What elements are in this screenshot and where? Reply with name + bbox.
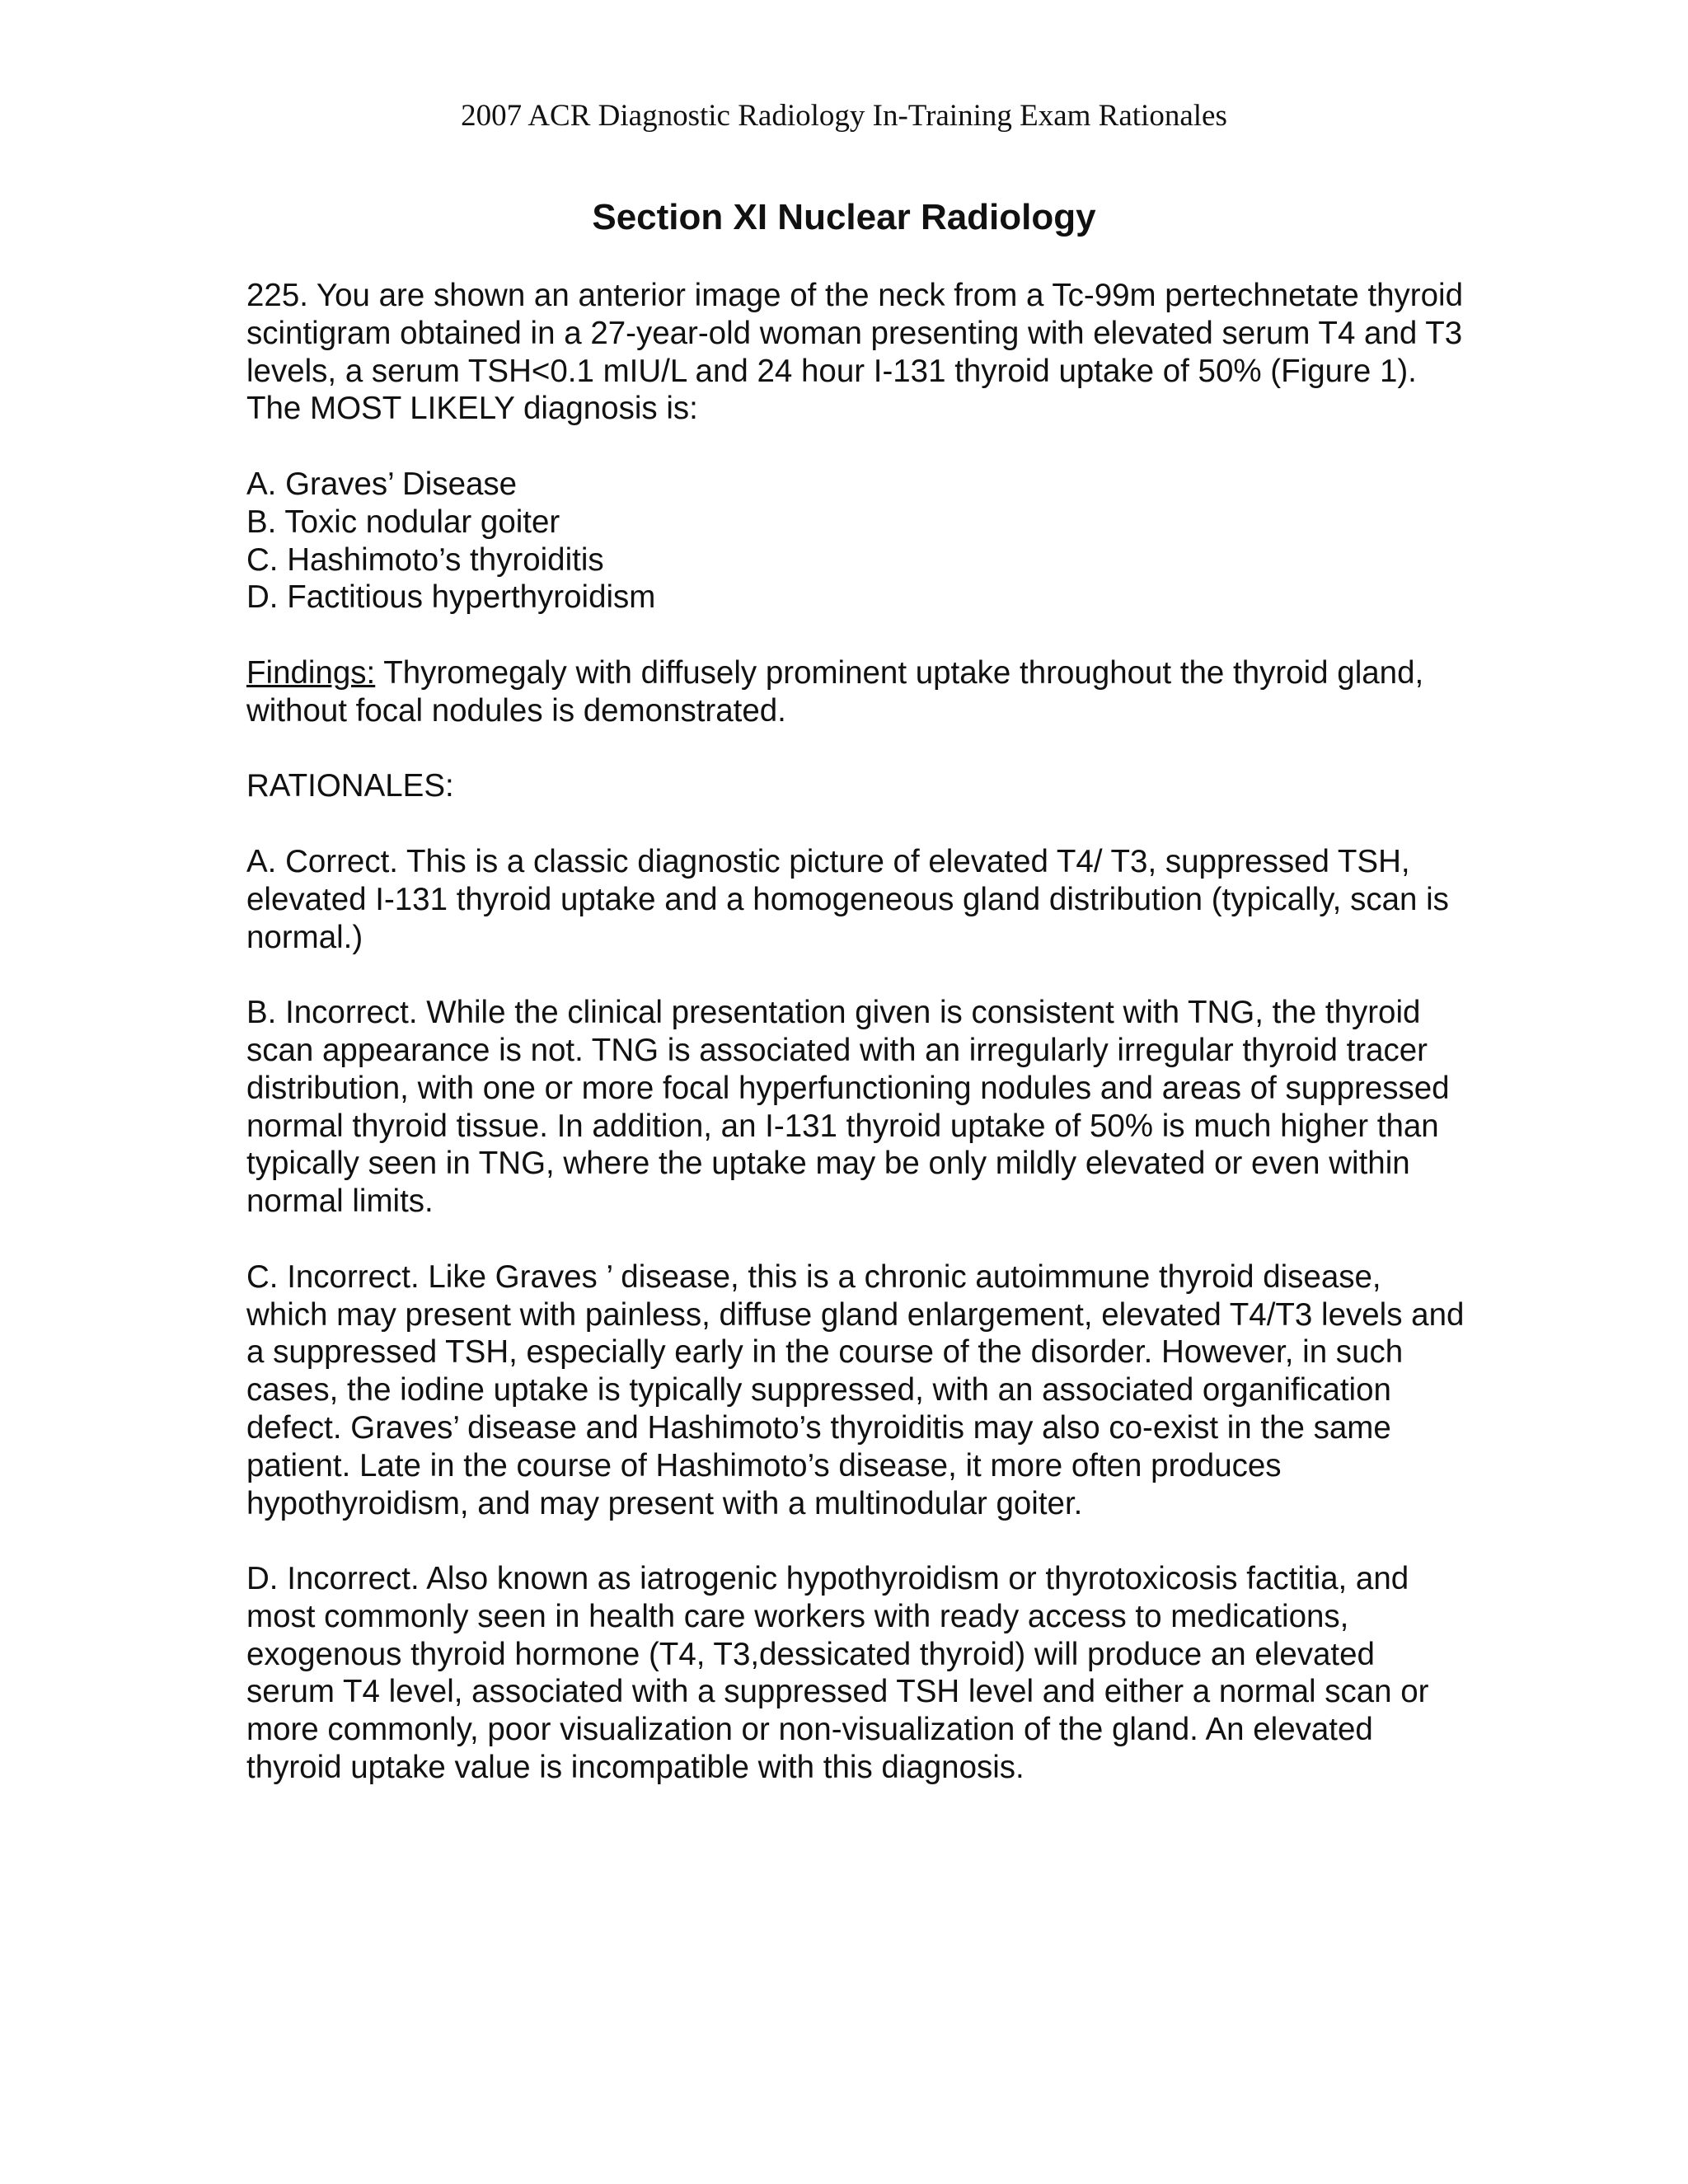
rationales-heading: RATIONALES: [246,768,454,804]
running-header: 2007 ACR Diagnostic Radiology In-Training Exam Rationales [461,99,1227,133]
answer-option-c: C. Hashimoto’s thyroiditis [246,541,604,578]
findings-text: Thyromegaly with diffusely prominent uptake throughout the thyroid gland, without focal nodules is demonstrated. [246,654,1424,729]
answer-options [246,466,1466,616]
rationale-a: A. Correct. This is a classic diagnostic picture of elevated T4/ T3, suppressed TSH, elevated I-131 thyroid uptake and a homogeneous gland distribution (typically, scan is normal.) [246,843,1449,955]
rationale-b: B. Incorrect. While the clinical presentation given is consistent with TNG, the thyroid scan appearance is not. TNG is associated with an irregularly irregular thyroid tracer distribution, with one or more focal hyperfunctioning nodules and areas of suppressed normal thyroid tissue. In addition, an I-131 thyroid uptake of 50% is much higher than typically seen in TNG, where the uptake may be only mildly elevated or even within normal limits. [246,995,1450,1220]
findings-paragraph [246,654,1466,730]
answer-option-a: A. Graves’ Disease [246,466,518,502]
findings-label: Findings: [246,654,376,691]
rationale-c: C. Incorrect. Like Graves ’ disease, this is a chronic autoimmune thyroid disease, which may present with painless, diffuse gland enlargement, elevated T4/T3 levels and a suppressed TSH, especially early in the course of the disorder. However, in such cases, the iodine uptake is typically suppressed, with an associated organification defect. Graves’ disease and Hashimoto’s thyroiditis may also co-exist in the same patient. Late in the course of Hashimoto’s disease, it more often produces hypothyroidism, and may present with a multinodular goiter. [246,1258,1465,1521]
question-stem: 225. You are shown an anterior image of the neck from a Tc-99m pertechnetate thyroid scintigram obtained in a 27-year-old woman presenting with elevated serum T4 and T3 levels, a serum TSH<0.1 mIU/L and 24 hour I-131 thyroid uptake of 50% (Figure 1). The MOST LIKELY diagnosis is: [246,278,1464,427]
section-title: Section XI Nuclear Radiology [592,197,1096,237]
document-body [246,277,1466,1825]
rationale-d: D. Incorrect. Also known as iatrogenic hypothyroidism or thyrotoxicosis factitia, and most commonly seen in health care workers with ready access to medications, exogenous thyroid hormone (T4, T3,dessicated thyroid) will produce an elevated serum T4 level, associated with a suppressed TSH level and either a normal scan or more commonly, poor visualization or non-visualization of the gland. An elevated thyroid uptake value is incompatible with this diagnosis. [246,1561,1429,1786]
answer-option-d: D. Factitious hyperthyroidism [246,579,656,616]
answer-option-b: B. Toxic nodular goiter [246,504,560,540]
